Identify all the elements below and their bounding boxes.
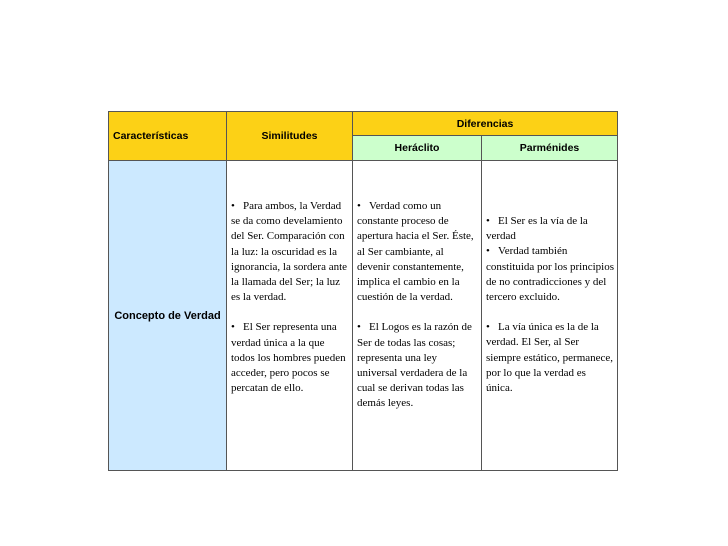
header-similitudes: Similitudes bbox=[227, 112, 353, 161]
bullet-icon: • bbox=[357, 321, 361, 334]
heraclito-item: • Verdad como un constante proceso de apertura hacia el Ser. Éste, al Ser cambiante, al devenir constantemente, implica el cambio en la cuestión de la verdad. bbox=[357, 200, 474, 304]
bullet-icon: • bbox=[486, 215, 490, 227]
parmenides-item: • Verdad también constituida por los principios de no contradicciones y del tercero excluido. bbox=[486, 245, 615, 304]
parmenides-item: • El Ser es la vía de la verdad bbox=[486, 215, 588, 243]
cell-similitudes bbox=[227, 161, 353, 471]
bullet-icon: • bbox=[231, 321, 235, 334]
cell-heraclito bbox=[353, 161, 482, 471]
heraclito-item: • El Logos es la razón de Ser de todas las cosas; representa una ley universal verdadera de la cual se derivan todas las demás leyes. bbox=[357, 321, 472, 410]
bullet-icon: • bbox=[357, 200, 361, 212]
bullet-icon: • bbox=[231, 200, 235, 212]
header-caracteristicas: Características bbox=[109, 112, 227, 161]
comparison-table bbox=[108, 111, 618, 471]
similitudes-item: • Para ambos, la Verdad se da como develamiento del Ser. Comparación con la luz: la oscuridad es la ignorancia, la sordera ante la llamada del Ser; la luz es la verdad. bbox=[231, 200, 348, 304]
row-label-concepto-de-verdad bbox=[109, 161, 227, 471]
parmenides-item: • La vía única es la de la verdad. El Ser, al Ser siempre estático, permanece, por lo que la verdad es única. bbox=[486, 321, 614, 395]
similitudes-item: • El Ser representa una verdad única a la que todos los hombres pueden acceder, pero pocos se percatan de ello. bbox=[231, 321, 346, 395]
cell-parmenides bbox=[482, 161, 618, 471]
row-label-text: Concepto de Verdad bbox=[114, 309, 221, 322]
header-diferencias: Diferencias bbox=[353, 112, 618, 136]
header-parmenides: Parménides bbox=[482, 136, 618, 161]
bullet-icon: • bbox=[486, 245, 490, 258]
header-heraclito: Heráclito bbox=[353, 136, 482, 161]
bullet-icon: • bbox=[486, 321, 490, 334]
